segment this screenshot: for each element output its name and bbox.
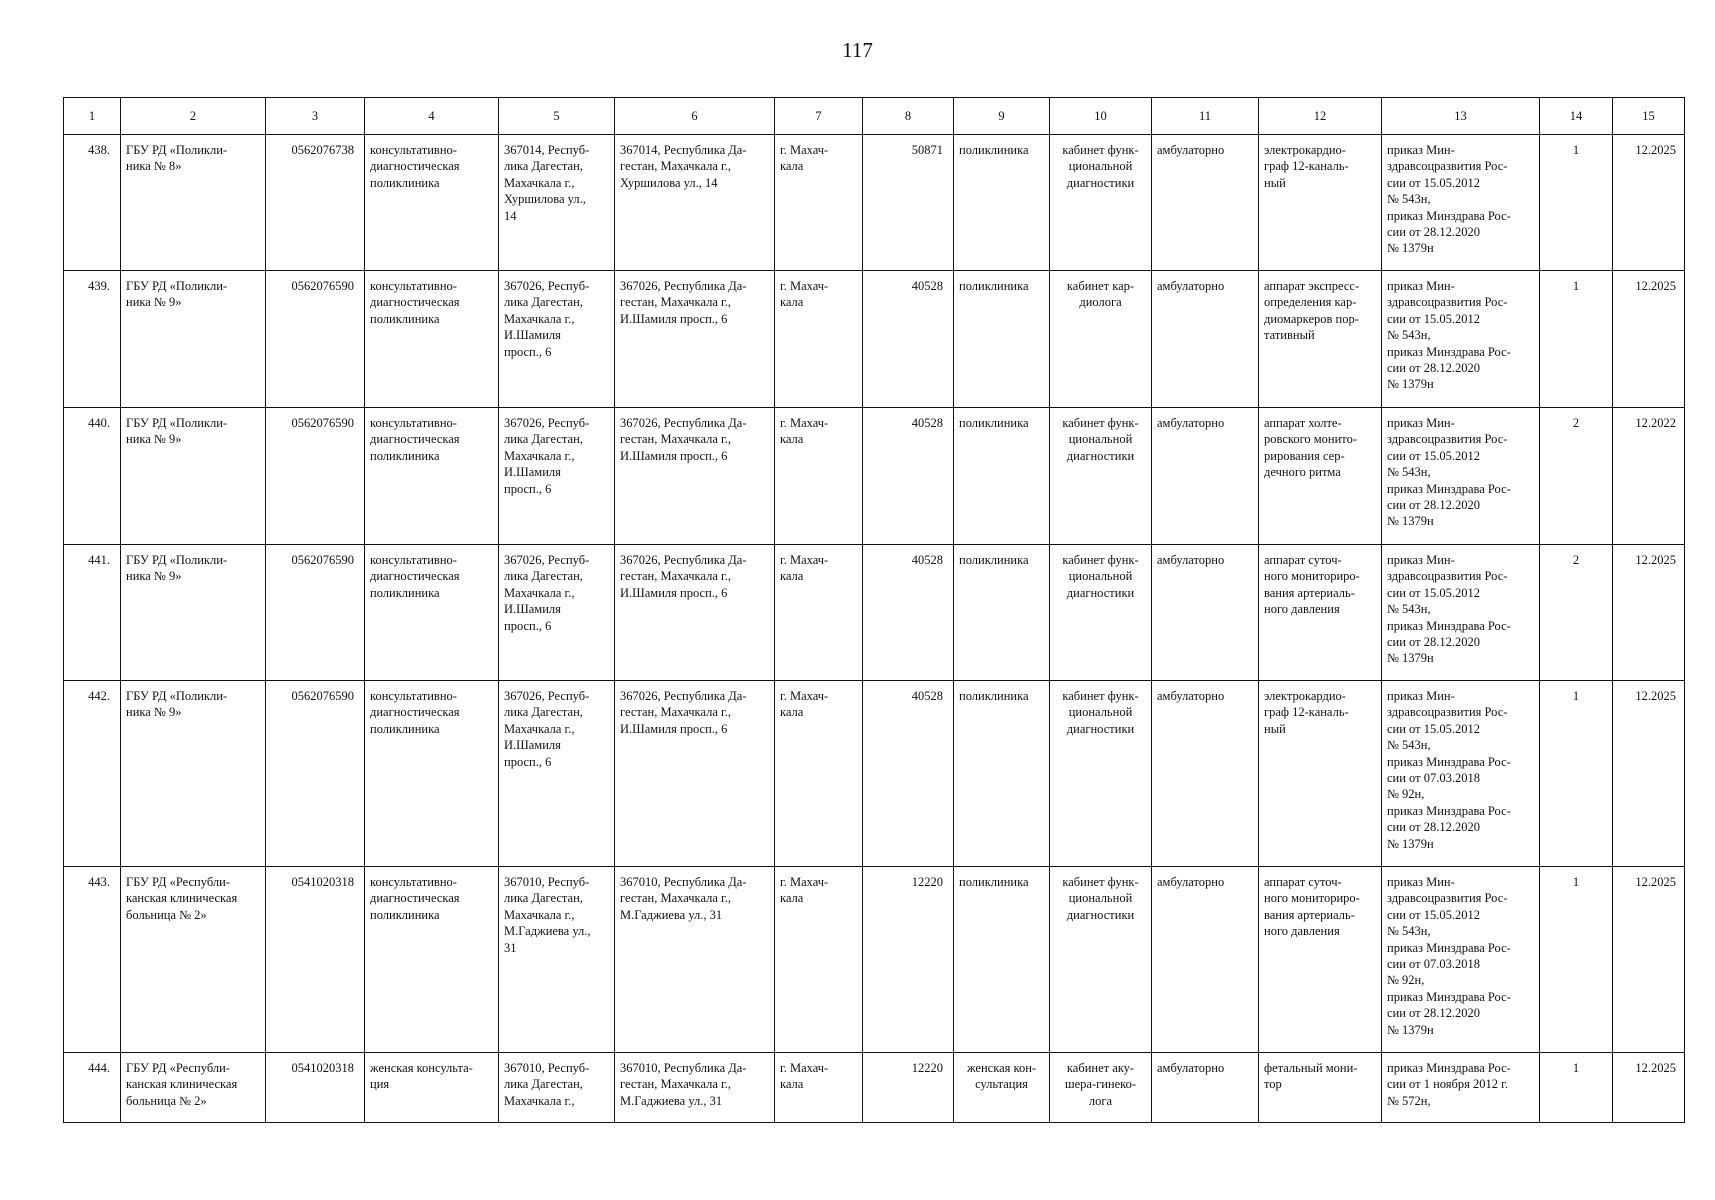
- city: г. Махач- кала: [775, 545, 863, 681]
- delivery-date: 12.2025: [1613, 1053, 1685, 1123]
- facility-type: консультативно- диагностическая поликлиника: [365, 545, 499, 681]
- equipment-name: электрокардио- граф 12-каналь- ный: [1259, 681, 1382, 867]
- table-row: [64, 545, 1685, 681]
- facility-code: 40528: [863, 545, 954, 681]
- care-mode: амбулаторно: [1152, 135, 1259, 271]
- unit-type: поликлиника: [954, 271, 1050, 408]
- room-name: кабинет функ- циональной диагностики: [1050, 867, 1152, 1053]
- regulatory-order: приказ Мин- здравсоцразвития Рос- сии от 15.05.2012 № 543н, приказ Минздрава Рос- сии от 28.12.2020 № 1379н: [1382, 271, 1540, 408]
- delivery-date: 12.2025: [1613, 271, 1685, 408]
- care-mode: амбулаторно: [1152, 271, 1259, 408]
- quantity: 1: [1540, 271, 1613, 408]
- unit-type: поликлиника: [954, 135, 1050, 271]
- quantity: 1: [1540, 135, 1613, 271]
- table-row: [64, 408, 1685, 545]
- inn-code: 0562076590: [266, 408, 365, 545]
- regulatory-order: приказ Минздрава Рос- сии от 1 ноября 2012 г. № 572н,: [1382, 1053, 1540, 1123]
- care-mode: амбулаторно: [1152, 408, 1259, 545]
- row-number: 443.: [64, 867, 121, 1053]
- delivery-date: 12.2025: [1613, 681, 1685, 867]
- regulatory-order: приказ Мин- здравсоцразвития Рос- сии от 15.05.2012 № 543н, приказ Минздрава Рос- сии от 28.12.2020 № 1379н: [1382, 408, 1540, 545]
- room-name: кабинет аку- шера-гинеко- лога: [1050, 1053, 1152, 1123]
- organization-name: ГБУ РД «Поликли- ника № 8»: [121, 135, 266, 271]
- care-mode: амбулаторно: [1152, 545, 1259, 681]
- actual-address: 367010, Республика Да- гестан, Махачкала г., М.Гаджиева ул., 31: [615, 1053, 775, 1123]
- column-header: 10: [1050, 98, 1152, 135]
- table-row: [64, 1053, 1685, 1123]
- unit-type: поликлиника: [954, 681, 1050, 867]
- city: г. Махач- кала: [775, 1053, 863, 1123]
- column-header: 5: [499, 98, 615, 135]
- actual-address: 367026, Республика Да- гестан, Махачкала г., И.Шамиля просп., 6: [615, 545, 775, 681]
- facility-code: 40528: [863, 408, 954, 545]
- city: г. Махач- кала: [775, 408, 863, 545]
- inn-code: 0562076590: [266, 681, 365, 867]
- city: г. Махач- кала: [775, 681, 863, 867]
- row-number: 441.: [64, 545, 121, 681]
- column-header: 7: [775, 98, 863, 135]
- delivery-date: 12.2025: [1613, 867, 1685, 1053]
- quantity: 1: [1540, 867, 1613, 1053]
- page-number: 117: [842, 38, 873, 62]
- facility-type: консультативно- диагностическая поликлиника: [365, 271, 499, 408]
- facility-code: 40528: [863, 681, 954, 867]
- quantity: 2: [1540, 545, 1613, 681]
- row-number: 439.: [64, 271, 121, 408]
- column-header: 13: [1382, 98, 1540, 135]
- legal-address: 367010, Респуб- лика Дагестан, Махачкала г.,: [499, 1053, 615, 1123]
- city: г. Махач- кала: [775, 867, 863, 1053]
- organization-name: ГБУ РД «Республи- канская клиническая больница № 2»: [121, 867, 266, 1053]
- inn-code: 0562076590: [266, 545, 365, 681]
- facility-code: 12220: [863, 1053, 954, 1123]
- quantity: 1: [1540, 681, 1613, 867]
- regulatory-order: приказ Мин- здравсоцразвития Рос- сии от 15.05.2012 № 543н, приказ Минздрава Рос- сии от 28.12.2020 № 1379н: [1382, 135, 1540, 271]
- organization-name: ГБУ РД «Республи- канская клиническая больница № 2»: [121, 1053, 266, 1123]
- organization-name: ГБУ РД «Поликли- ника № 9»: [121, 271, 266, 408]
- row-number: 442.: [64, 681, 121, 867]
- unit-type: женская кон- сультация: [954, 1053, 1050, 1123]
- quantity: 1: [1540, 1053, 1613, 1123]
- column-header: 2: [121, 98, 266, 135]
- column-header: 4: [365, 98, 499, 135]
- equipment-name: фетальный мони- тор: [1259, 1053, 1382, 1123]
- organization-name: ГБУ РД «Поликли- ника № 9»: [121, 545, 266, 681]
- column-header: 12: [1259, 98, 1382, 135]
- table-row: [64, 271, 1685, 408]
- quantity: 2: [1540, 408, 1613, 545]
- delivery-date: 12.2025: [1613, 135, 1685, 271]
- delivery-date: 12.2022: [1613, 408, 1685, 545]
- actual-address: 367026, Республика Да- гестан, Махачкала г., И.Шамиля просп., 6: [615, 271, 775, 408]
- actual-address: 367026, Республика Да- гестан, Махачкала г., И.Шамиля просп., 6: [615, 408, 775, 545]
- room-name: кабинет функ- циональной диагностики: [1050, 135, 1152, 271]
- actual-address: 367014, Республика Да- гестан, Махачкала г., Хуршилова ул., 14: [615, 135, 775, 271]
- facility-code: 50871: [863, 135, 954, 271]
- care-mode: амбулаторно: [1152, 681, 1259, 867]
- row-number: 438.: [64, 135, 121, 271]
- unit-type: поликлиника: [954, 545, 1050, 681]
- legal-address: 367010, Респуб- лика Дагестан, Махачкала г., М.Гаджиева ул., 31: [499, 867, 615, 1053]
- actual-address: 367026, Республика Да- гестан, Махачкала г., И.Шамиля просп., 6: [615, 681, 775, 867]
- equipment-name: аппарат суточ- ного мониториро- вания артериаль- ного давления: [1259, 545, 1382, 681]
- organization-name: ГБУ РД «Поликли- ника № 9»: [121, 408, 266, 545]
- table-row: [64, 867, 1685, 1053]
- column-header: 6: [615, 98, 775, 135]
- equipment-name: аппарат холте- ровского монито- рирования сер- дечного ритма: [1259, 408, 1382, 545]
- facility-type: консультативно- диагностическая поликлиника: [365, 867, 499, 1053]
- inn-code: 0562076738: [266, 135, 365, 271]
- column-header: 1: [64, 98, 121, 135]
- facility-code: 40528: [863, 271, 954, 408]
- legal-address: 367026, Респуб- лика Дагестан, Махачкала г., И.Шамиля просп., 6: [499, 545, 615, 681]
- column-header: 3: [266, 98, 365, 135]
- equipment-name: аппарат суточ- ного мониториро- вания артериаль- ного давления: [1259, 867, 1382, 1053]
- inn-code: 0541020318: [266, 1053, 365, 1123]
- column-header: 8: [863, 98, 954, 135]
- table-row: [64, 135, 1685, 271]
- equipment-name: электрокардио- граф 12-каналь- ный: [1259, 135, 1382, 271]
- inn-code: 0541020318: [266, 867, 365, 1053]
- legal-address: 367026, Респуб- лика Дагестан, Махачкала г., И.Шамиля просп., 6: [499, 408, 615, 545]
- actual-address: 367010, Республика Да- гестан, Махачкала г., М.Гаджиева ул., 31: [615, 867, 775, 1053]
- column-number-row: [64, 98, 1685, 135]
- care-mode: амбулаторно: [1152, 867, 1259, 1053]
- facility-type: консультативно- диагностическая поликлиника: [365, 135, 499, 271]
- legal-address: 367026, Респуб- лика Дагестан, Махачкала г., И.Шамиля просп., 6: [499, 271, 615, 408]
- inn-code: 0562076590: [266, 271, 365, 408]
- delivery-date: 12.2025: [1613, 545, 1685, 681]
- unit-type: поликлиника: [954, 408, 1050, 545]
- room-name: кабинет кар- диолога: [1050, 271, 1152, 408]
- column-header: 9: [954, 98, 1050, 135]
- column-header: 15: [1613, 98, 1685, 135]
- row-number: 440.: [64, 408, 121, 545]
- equipment-name: аппарат экспресс- определения кар- диомаркеров пор- тативный: [1259, 271, 1382, 408]
- city: г. Махач- кала: [775, 271, 863, 408]
- table-row: [64, 681, 1685, 867]
- city: г. Махач- кала: [775, 135, 863, 271]
- care-mode: амбулаторно: [1152, 1053, 1259, 1123]
- room-name: кабинет функ- циональной диагностики: [1050, 408, 1152, 545]
- legal-address: 367026, Респуб- лика Дагестан, Махачкала г., И.Шамиля просп., 6: [499, 681, 615, 867]
- regulatory-order: приказ Мин- здравсоцразвития Рос- сии от 15.05.2012 № 543н, приказ Минздрава Рос- сии от 07.03.2018 № 92н, приказ Минздрава Рос- сии от 28.12.2020 № 1379н: [1382, 681, 1540, 867]
- facility-type: консультативно- диагностическая поликлиника: [365, 408, 499, 545]
- registry-table: [63, 97, 1685, 1123]
- regulatory-order: приказ Мин- здравсоцразвития Рос- сии от 15.05.2012 № 543н, приказ Минздрава Рос- сии от 28.12.2020 № 1379н: [1382, 545, 1540, 681]
- unit-type: поликлиника: [954, 867, 1050, 1053]
- facility-type: консультативно- диагностическая поликлиника: [365, 681, 499, 867]
- facility-type: женская консульта- ция: [365, 1053, 499, 1123]
- room-name: кабинет функ- циональной диагностики: [1050, 681, 1152, 867]
- regulatory-order: приказ Мин- здравсоцразвития Рос- сии от 15.05.2012 № 543н, приказ Минздрава Рос- сии от 07.03.2018 № 92н, приказ Минздрава Рос- сии от 28.12.2020 № 1379н: [1382, 867, 1540, 1053]
- facility-code: 12220: [863, 867, 954, 1053]
- column-header: 11: [1152, 98, 1259, 135]
- row-number: 444.: [64, 1053, 121, 1123]
- organization-name: ГБУ РД «Поликли- ника № 9»: [121, 681, 266, 867]
- legal-address: 367014, Респуб- лика Дагестан, Махачкала г., Хуршилова ул., 14: [499, 135, 615, 271]
- room-name: кабинет функ- циональной диагностики: [1050, 545, 1152, 681]
- column-header: 14: [1540, 98, 1613, 135]
